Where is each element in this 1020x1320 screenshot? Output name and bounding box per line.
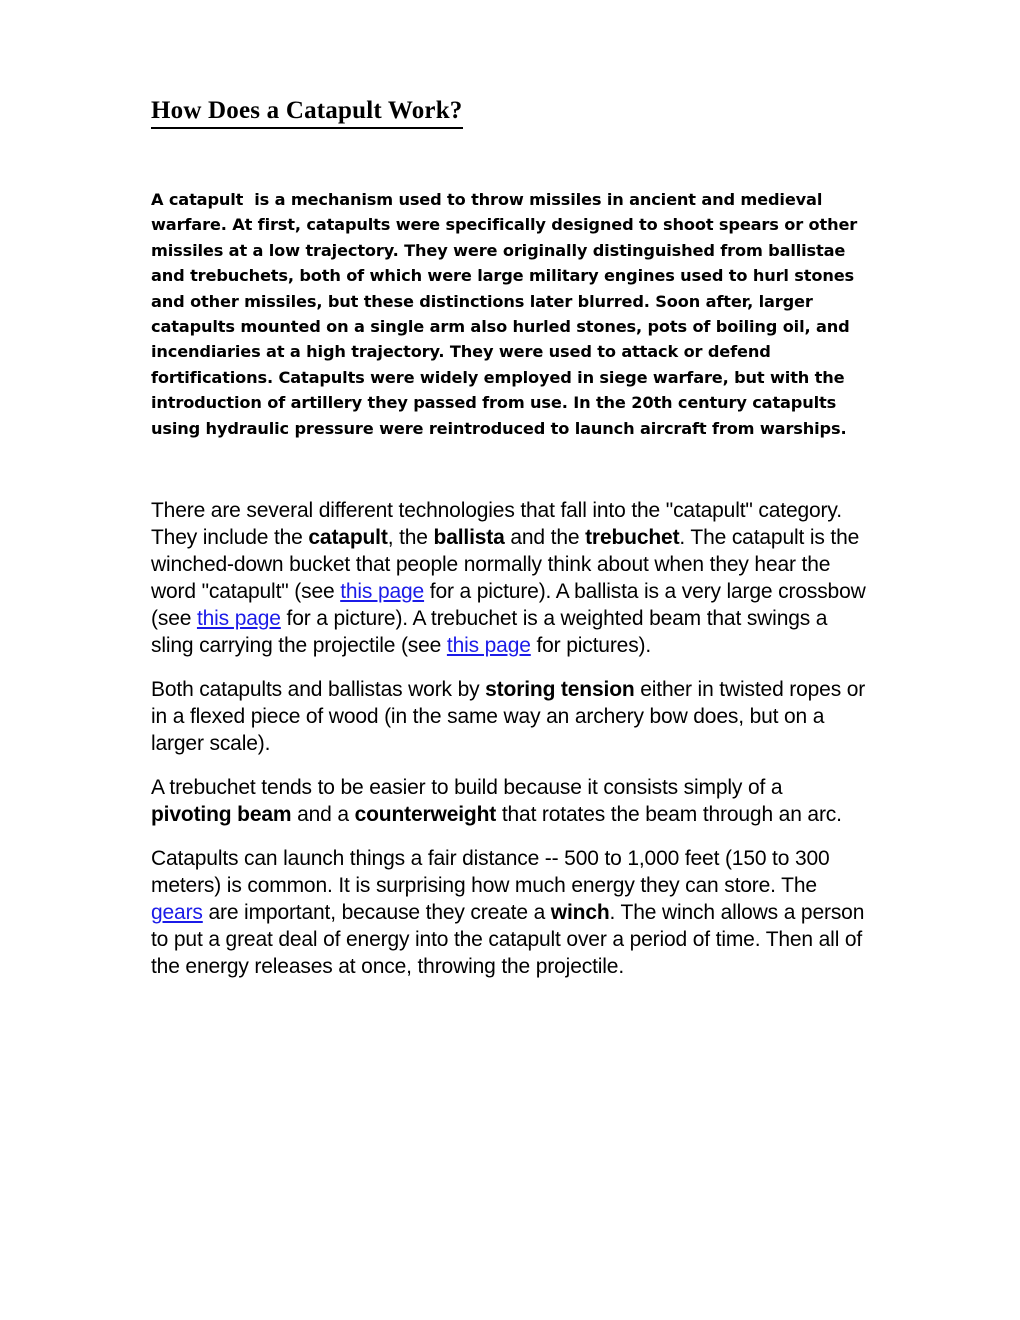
text-segment: that rotates the beam through an arc. bbox=[496, 803, 842, 827]
text-segment: and the bbox=[504, 526, 586, 550]
text-segment: for a picture). A trebuchet is a weighted beam that swings a sling carrying the projectile (see bbox=[151, 607, 828, 658]
term-trebuchet: trebuchet bbox=[585, 526, 680, 550]
paragraph-trebuchet-build bbox=[151, 774, 867, 828]
link-this-page-catapult[interactable]: this page bbox=[340, 580, 425, 604]
term-winch: winch bbox=[550, 901, 610, 925]
text-segment: , the bbox=[387, 526, 434, 550]
term-storing-tension: storing tension bbox=[485, 678, 635, 702]
text-segment: Both catapults and ballistas work by bbox=[151, 678, 486, 702]
term-ballista: ballista bbox=[433, 526, 505, 550]
link-this-page-trebuchet[interactable]: this page bbox=[446, 634, 531, 658]
text-segment: and a bbox=[291, 803, 355, 827]
link-this-page-ballista[interactable]: this page bbox=[196, 607, 281, 631]
text-segment: are important, because they create a bbox=[202, 901, 551, 925]
page-title-container bbox=[151, 96, 867, 159]
term-pivoting-beam: pivoting beam bbox=[151, 803, 292, 827]
term-counterweight: counterweight bbox=[354, 803, 497, 827]
page-title: How Does a Catapult Work? bbox=[151, 96, 463, 129]
text-segment: for a picture). A ballista is a very large crossbow (see bbox=[151, 580, 866, 631]
text-segment: . The winch allows a person to put a great deal of energy into the catapult over a period of time. Then all of the energy releases at once, throwing the projectile. bbox=[151, 901, 865, 979]
text-segment: either in twisted ropes or in a flexed piece of wood (in the same way an archery bow does, but on a larger scale). bbox=[151, 678, 866, 756]
text-segment: for pictures). bbox=[530, 634, 652, 658]
term-catapult: catapult bbox=[308, 526, 388, 550]
text-segment: A trebuchet tends to be easier to build because it consists simply of a bbox=[151, 776, 783, 800]
paragraph-technologies bbox=[151, 497, 867, 659]
document-content bbox=[151, 96, 867, 980]
text-segment: . The catapult is the winched-down bucket that people normally think about when they hear the word "catapult" (see bbox=[151, 526, 860, 604]
paragraph-storing-tension bbox=[151, 676, 867, 757]
link-gears[interactable]: gears bbox=[151, 901, 203, 925]
intro-paragraph: A catapult is a mechanism used to throw missiles in ancient and medieval warfare. At first, catapults were specifically designed to shoot spears or other missiles at a low trajectory. They were originally distinguished from ballistae and trebuchets, both of which were large military engines used to hurl stones and other missiles, but these distinctions later blurred. Soon after, larger catapults mounted on a single arm also hurled stones, pots of boiling oil, and incendiaries at a high trajectory. They were used to attack or defend fortifications. Catapults were widely employed in siege warfare, but with the introduction of artillery they passed from use. In the 20th century catapults using hydraulic pressure were reintroduced to launch aircraft from warships. bbox=[151, 190, 863, 438]
paragraph-launch-distance bbox=[151, 845, 867, 980]
text-segment: There are several different technologies that fall into the "catapult" category. They include the bbox=[151, 499, 842, 550]
text-segment: Catapults can launch things a fair distance -- 500 to 1,000 feet (150 to 300 meters) is common. It is surprising how much energy they can store. The bbox=[151, 847, 830, 898]
section-spacer bbox=[151, 441, 867, 497]
